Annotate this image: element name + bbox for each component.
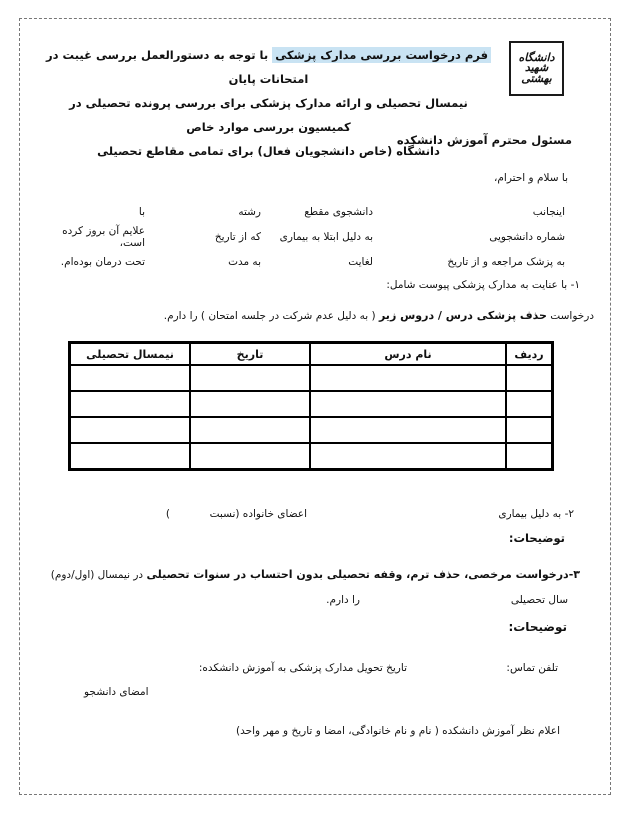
course-table-empty-cell bbox=[190, 443, 310, 470]
label-doctor-visit-date: به پزشک مراجعه و از تاریخ bbox=[447, 255, 565, 268]
section3-year-row bbox=[20, 594, 610, 610]
course-table-header-row bbox=[70, 343, 553, 366]
label-student-id: شماره دانشجویی bbox=[489, 230, 565, 243]
course-table-empty-row bbox=[70, 365, 553, 391]
section1-heading: ۱- با عنایت به مدارک پزشکی پیوست شامل: bbox=[386, 279, 580, 291]
header-course-name: نام درس bbox=[310, 343, 506, 366]
section3-heading-bold: ۳-درخواست مرخصی، حذف ترم، وقفه تحصیلی بدون احتساب در سنوات تحصیلی bbox=[146, 568, 580, 581]
form-title-line2: نیمسال تحصیلی و ارائه مدارک پزشکی برای بررسی پرونده تحصیلی در کمیسیون بررسی موارد خاص bbox=[69, 96, 468, 134]
section2-row bbox=[20, 508, 610, 524]
course-table-empty-cell bbox=[506, 417, 553, 443]
intro-row-3 bbox=[45, 249, 565, 274]
course-table-empty-cell bbox=[506, 443, 553, 470]
course-table-empty-cell bbox=[70, 443, 191, 470]
header-semester: نیمسال تحصیلی bbox=[70, 343, 191, 366]
course-table-empty-row bbox=[70, 391, 553, 417]
label-major: رشته bbox=[238, 205, 261, 218]
section2-close-paren: ) bbox=[165, 508, 170, 520]
label-duration: به مدت bbox=[228, 255, 261, 268]
label-illness-reason: به دلیل ابتلا به بیماری bbox=[279, 230, 373, 243]
course-table-empty-cell bbox=[506, 365, 553, 391]
course-table-empty-cell bbox=[190, 417, 310, 443]
course-table bbox=[68, 341, 554, 471]
form-title-highlight: فرم درخواست بررسی مدارک پزشکی bbox=[272, 47, 491, 63]
course-table-empty-cell bbox=[506, 391, 553, 417]
delivery-date-label: تاریخ تحویل مدارک پزشکی به آموزش دانشکده: bbox=[198, 662, 407, 674]
label-under-treatment: تحت درمان بوده‌ام. bbox=[60, 255, 145, 268]
label-applicant: اینجانب bbox=[532, 205, 565, 218]
course-table-empty-cell bbox=[70, 417, 191, 443]
section3-notes-label: توضیحات: bbox=[508, 620, 567, 634]
intro-row-1 bbox=[45, 199, 565, 224]
section1-request-line bbox=[164, 309, 594, 322]
course-table-empty-cell bbox=[70, 365, 191, 391]
academic-year-label: سال تحصیلی bbox=[510, 594, 568, 606]
phone-label: تلفن تماس: bbox=[506, 662, 558, 674]
course-table-empty-cell bbox=[310, 391, 506, 417]
label-symptoms: علایم آن بروز کرده است، bbox=[62, 224, 145, 249]
section3-heading-rest: در نیمسال (اول/دوم) bbox=[50, 569, 147, 581]
course-table-empty-cell bbox=[190, 365, 310, 391]
request-prefix: درخواست bbox=[546, 310, 594, 322]
request-suffix: ( به دلیل عدم شرکت در جلسه امتحان ) را دارم. bbox=[163, 310, 379, 322]
logo-line-3: بهشتی bbox=[521, 71, 552, 85]
logo-line-1: دانشگاه bbox=[518, 50, 555, 64]
course-table-empty-row bbox=[70, 417, 553, 443]
academic-year-suffix: را دارم. bbox=[326, 594, 360, 606]
logo-line-2: شهید bbox=[524, 61, 549, 75]
section3-heading bbox=[51, 568, 580, 581]
course-table-empty-cell bbox=[310, 417, 506, 443]
course-table-empty-cell bbox=[310, 365, 506, 391]
student-signature-label: امضای دانشجو bbox=[84, 686, 149, 698]
label-degree-level: دانشجوی مقطع bbox=[304, 205, 373, 218]
course-table-empty-row bbox=[70, 443, 553, 470]
label-until: لغایت bbox=[348, 255, 373, 268]
label-from-date: که از تاریخ bbox=[214, 230, 261, 243]
section2-notes-label: توضیحات: bbox=[508, 531, 565, 545]
addressee-heading: مسئول محترم آموزش دانشکده bbox=[396, 133, 572, 147]
course-table-empty-cell bbox=[70, 391, 191, 417]
greeting-text: با سلام و احترام، bbox=[494, 172, 568, 184]
course-table-empty-cell bbox=[310, 443, 506, 470]
intro-row-2 bbox=[45, 224, 565, 249]
course-table-body bbox=[70, 365, 553, 470]
faculty-office-note: اعلام نظر آموزش دانشکده ( نام و نام خانوادگی، امضا و تاریخ و مهر واحد) bbox=[236, 725, 560, 737]
header-date: تاریخ bbox=[190, 343, 310, 366]
form-title-line1-rest: با توجه به دستورالعمل بررسی غیبت در امتحانات پایان bbox=[46, 48, 309, 86]
section2-family-label: اعضای خانواده (نسبت bbox=[209, 508, 307, 520]
university-logo bbox=[509, 41, 564, 96]
page-dashed-border bbox=[19, 18, 611, 795]
intro-fill-in-block bbox=[45, 199, 565, 274]
label-with: با bbox=[138, 205, 145, 218]
request-bold-part: حذف پزشکی درس / دروس زیر bbox=[378, 309, 547, 322]
header-row-number: ردیف bbox=[506, 343, 553, 366]
course-table-empty-cell bbox=[190, 391, 310, 417]
section2-label: ۲- به دلیل بیماری bbox=[498, 508, 574, 520]
form-title-line3: دانشگاه (خاص دانشجویان فعال) برای تمامی مقاطع تحصیلی bbox=[97, 144, 440, 158]
contact-row bbox=[20, 662, 610, 678]
